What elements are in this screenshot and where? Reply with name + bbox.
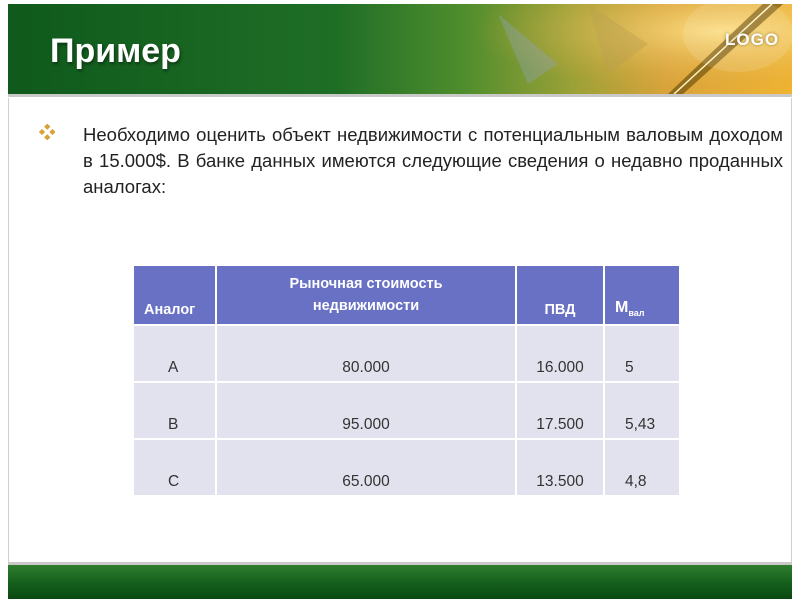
cell-m-val: 5 [604,325,680,382]
cell-market-value: 80.000 [216,325,516,382]
slide-content [8,98,792,562]
table-row [134,382,680,439]
table-row [134,325,680,382]
header-analog: Аналог [134,266,216,325]
table-row [134,439,680,495]
header-m-val [604,266,680,325]
cell-m-val: 5,43 [604,382,680,439]
header-market-value-line2: недвижимости [312,298,420,314]
header-market-value [216,266,516,325]
logo: LOGO [725,30,780,49]
slide-header [8,4,792,97]
bullet-text: Необходимо оценить объект недвижимости с потенциальным валовым доходом в 15.000$. В банке данных имеются следующие сведения о недавно проданных аналогах: [83,124,783,197]
cell-market-value: 95.000 [216,382,516,439]
slide-footer [8,562,792,599]
cell-analog: A [134,325,216,382]
slide-title: Пример [50,32,181,70]
slide [8,4,792,596]
cell-analog: C [134,439,216,495]
table-header-row [134,266,680,325]
cell-pvd: 13.500 [516,439,604,495]
header-market-value-line1: Рыночная стоимость [289,276,443,292]
header-m-letter: М [615,298,629,316]
cell-m-val: 4,8 [604,439,680,495]
header-m-subscript: вал [628,308,645,318]
header-pvd: ПВД [516,266,604,325]
cell-market-value: 65.000 [216,439,516,495]
analogs-table [134,266,681,495]
cell-pvd: 16.000 [516,325,604,382]
cell-pvd: 17.500 [516,382,604,439]
cell-analog: B [134,382,216,439]
diamond-bullet-icon [39,124,55,140]
